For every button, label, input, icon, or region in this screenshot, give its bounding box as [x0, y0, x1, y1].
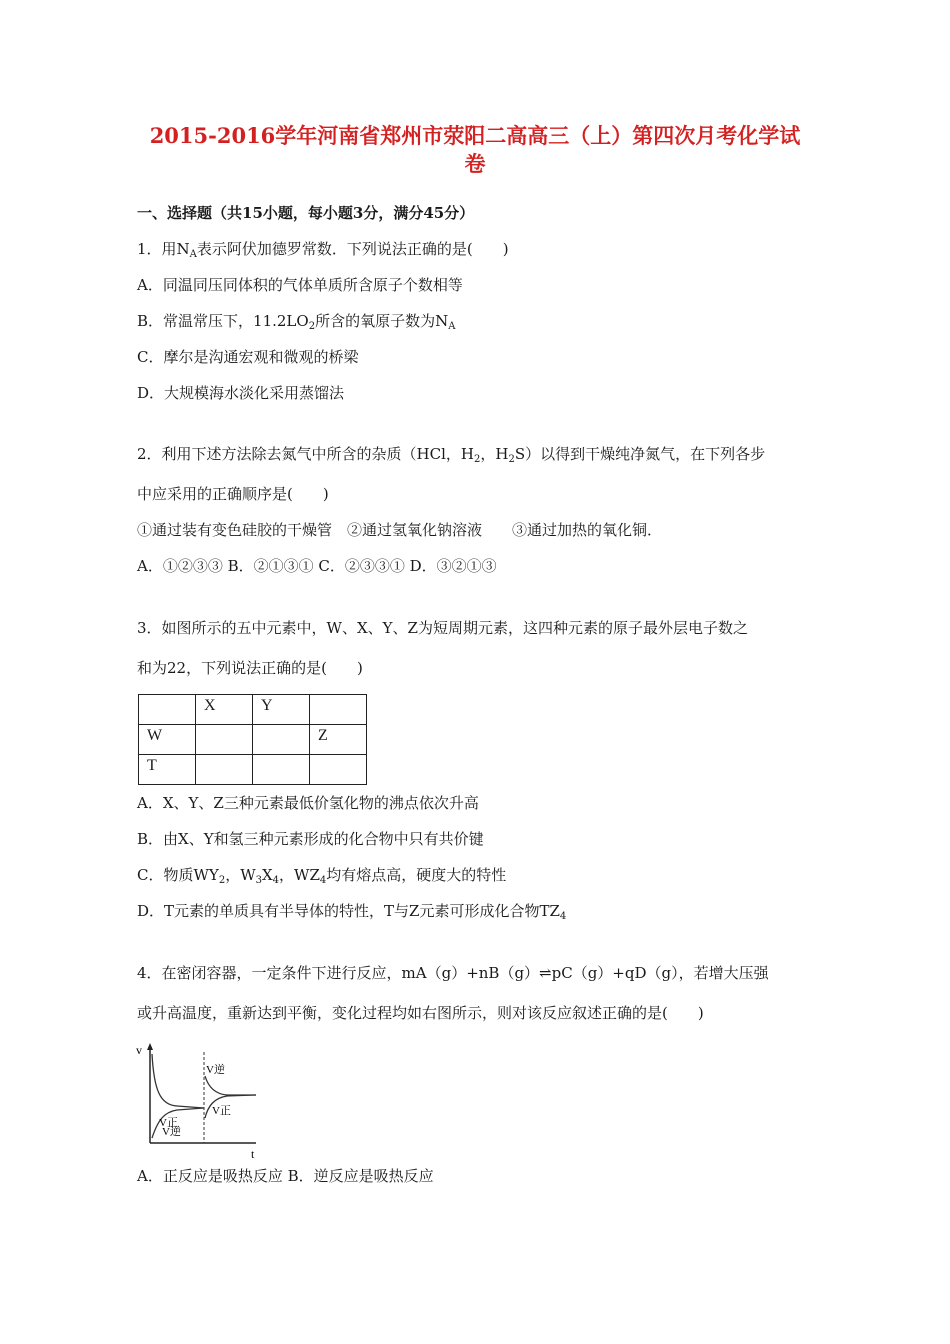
velocity-time-graph — [132, 1040, 262, 1160]
table-cell: W — [139, 725, 196, 755]
page-title — [100, 122, 850, 178]
forward-rate-curve-1 — [152, 1054, 204, 1108]
q1-option-d: D．大规模海水淡化采用蒸馏法 — [137, 384, 345, 402]
q1-stem: 1．用$N_A$表示阿伏加德罗常数．下列说法正确的是( ) — [137, 240, 509, 260]
q1-option-b: B．常温常压下，$11.2LO_2$所含的氧原子数为$N_A$ — [137, 312, 456, 332]
table-cell — [196, 725, 253, 755]
q3-stem-1: 3．如图所示的五中元素中，W、X、Y、Z为短周期元素，这四种元素的原子最外层电子数之 — [137, 619, 748, 637]
table-cell — [253, 725, 310, 755]
section-heading: 一、选择题（共15小题，每小题3分，满分45分） — [137, 204, 475, 222]
q2-stem-2: 中应采用的正确顺序是( ) — [137, 485, 329, 503]
table-cell — [196, 755, 253, 785]
q3-option-d: D．T元素的单质具有半导体的特性，T与Z元素可形成化合物$TZ_4$ — [137, 902, 567, 922]
q2-options: A．①②③③ B．②①③① C．②③③① D．③②①③ — [137, 557, 497, 575]
table-cell — [310, 755, 367, 785]
reverse-rate-curve-2 — [205, 1076, 256, 1095]
table-row — [139, 695, 367, 725]
title-line-1: 2015-2016学年河南省郑州市荥阳二高高三（上）第四次月考化学试 — [149, 123, 801, 148]
table-cell — [253, 755, 310, 785]
q1-option-a: A．同温同压同体积的气体单质所含原子个数相等 — [137, 276, 463, 294]
label-reverse-2: V逆 — [206, 1064, 225, 1076]
q4-stem-2: 或升高温度，重新达到平衡，变化过程均如右图所示，则对该反应叙述正确的是( ) — [137, 1004, 704, 1022]
q3-option-c: C．物质$WY_2$，$W_3X_4$，$WZ_4$均有熔点高，硬度大的特性 — [137, 866, 507, 886]
q2-stem-1: 2．利用下述方法除去氮气中所含的杂质（HCl，$H_2$，$H_2S$）以得到干燥纯净氮气，在下列各步 — [137, 445, 766, 465]
label-reverse-1: V逆 — [162, 1126, 181, 1138]
table-cell: Y — [253, 695, 310, 725]
table-cell: X — [196, 695, 253, 725]
table-row — [139, 725, 367, 755]
table-cell: Z — [310, 725, 367, 755]
x-axis-label: t — [251, 1147, 255, 1160]
table-cell — [310, 695, 367, 725]
y-axis-label: v — [136, 1043, 142, 1057]
q3-option-a: A．X、Y、Z三种元素最低价氢化物的沸点依次升高 — [137, 794, 479, 812]
table-row — [139, 755, 367, 785]
table-cell: T — [139, 755, 196, 785]
label-forward-2: V正 — [212, 1105, 231, 1117]
q1-option-c: C．摩尔是沟通宏观和微观的桥梁 — [137, 348, 359, 366]
label-forward-1: V正 — [159, 1117, 178, 1129]
q4-options: A．正反应是吸热反应 B．逆反应是吸热反应 — [137, 1167, 434, 1185]
periodic-table-grid — [138, 694, 367, 785]
q3-option-b: B．由X、Y和氢三种元素形成的化合物中只有共价键 — [137, 830, 484, 848]
q4-stem-1: 4．在密闭容器，一定条件下进行反应，mA（g）+nB（g）⇌pC（g）+qD（g），若增大压强 — [137, 964, 769, 982]
q2-methods: ①通过装有变色硅胶的干燥管 ②通过氢氧化钠溶液 ③通过加热的氧化铜． — [137, 521, 663, 539]
table-cell — [139, 695, 196, 725]
title-line-2: 卷 — [464, 151, 486, 176]
y-axis-arrow — [147, 1043, 153, 1050]
q3-stem-2: 和为22，下列说法正确的是( ) — [137, 659, 363, 677]
